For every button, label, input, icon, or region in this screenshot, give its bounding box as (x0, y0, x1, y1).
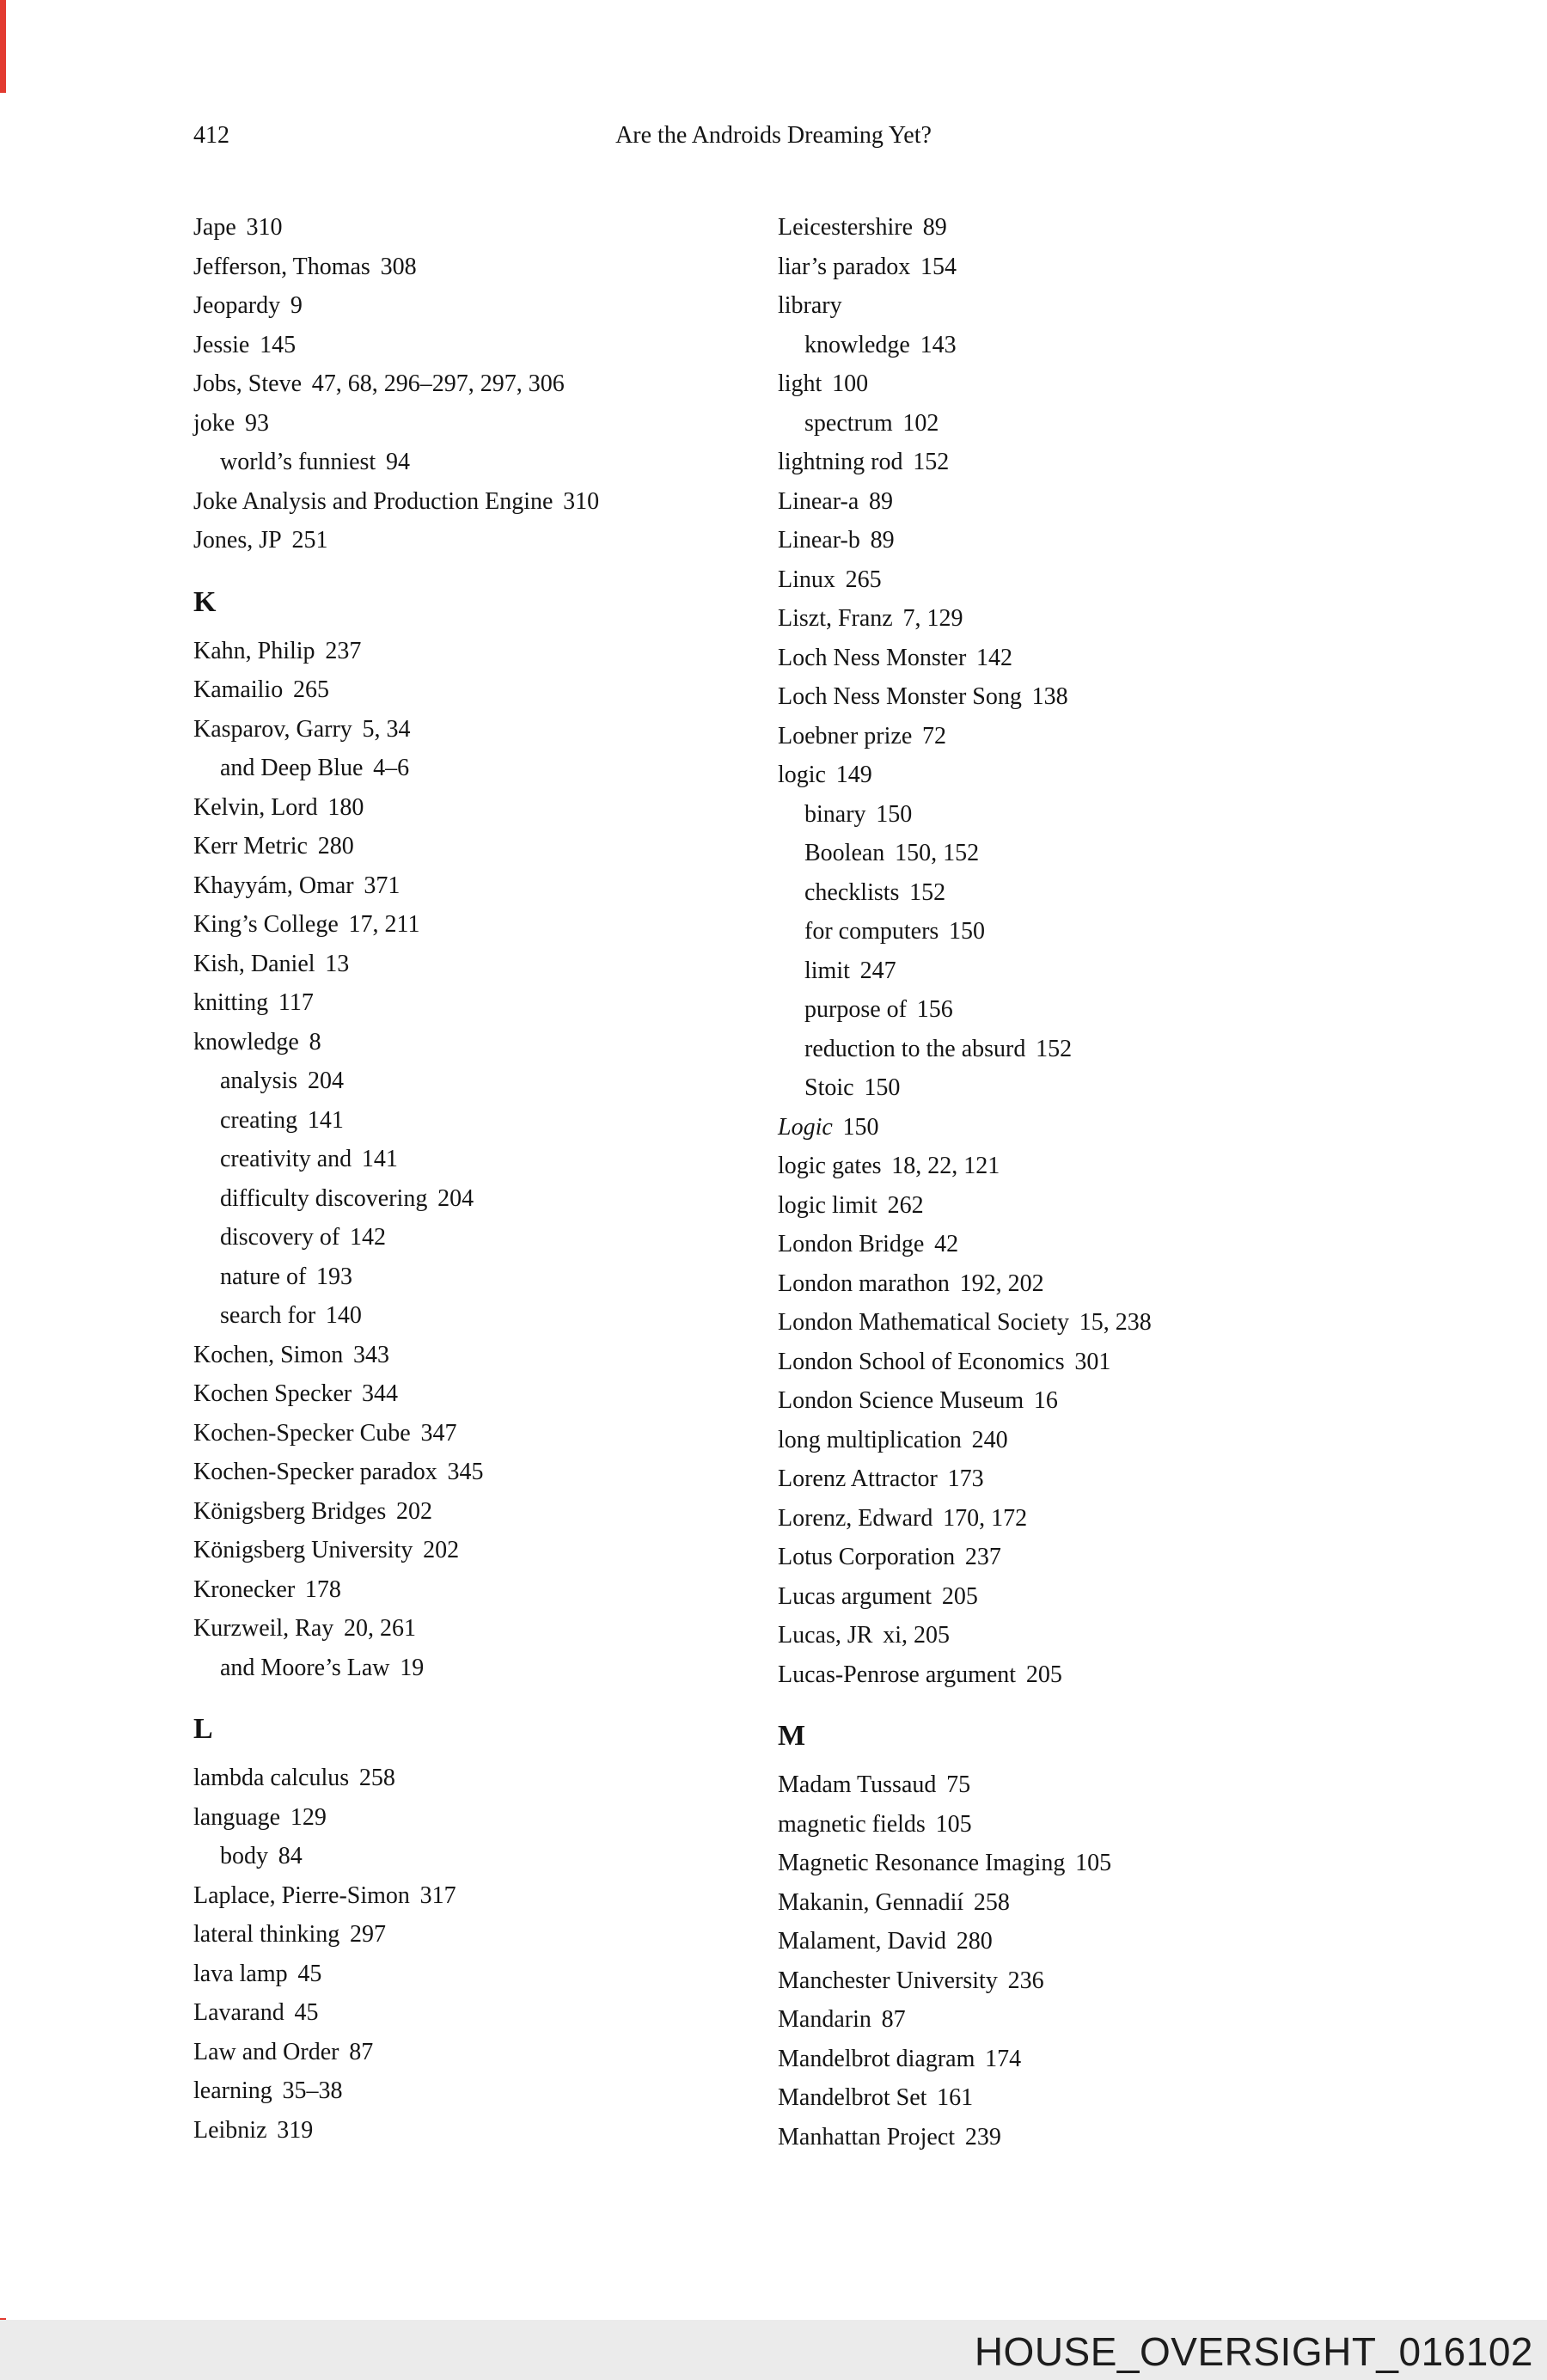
index-entry (193, 1570, 778, 1610)
index-entry-label: King’s College (193, 911, 339, 938)
index-entry-pages: 17, 211 (348, 911, 420, 938)
index-entry-pages: 154 (920, 253, 957, 280)
index-entry (193, 286, 778, 326)
index-entry-label: Königsberg University (193, 1537, 413, 1563)
index-entry-pages: 102 (902, 409, 939, 437)
page-number: 412 (193, 122, 229, 149)
index-entry-label: knitting (193, 989, 269, 1016)
index-entry-label: Kerr Metric (193, 833, 308, 860)
index-entry-pages: 317 (419, 1881, 456, 1909)
index-entry-pages: 152 (909, 878, 946, 906)
index-entry-pages: 265 (845, 566, 882, 593)
index-entry-pages: 251 (291, 527, 328, 554)
index-entry-pages: 344 (362, 1380, 399, 1407)
index-entry-label: Leicestershire (778, 214, 914, 241)
index-entry (778, 1303, 1444, 1343)
index-entry-label: Malament, David (778, 1928, 946, 1955)
index-entry-label: Kahn, Philip (193, 637, 315, 664)
index-entry (193, 1759, 778, 1798)
index-entry-pages: 129 (290, 1803, 327, 1831)
index-entry-pages: 239 (964, 2123, 1001, 2151)
index-entry (193, 1993, 778, 2033)
index-entry (778, 1459, 1444, 1499)
index-entry-label: magnetic fields (778, 1810, 926, 1838)
index-entry-pages: 180 (327, 793, 364, 821)
index-entry-pages: 141 (307, 1106, 344, 1134)
index-entry (193, 1023, 778, 1062)
index-entry-label: Lorenz Attractor (778, 1465, 938, 1492)
index-entry-pages: 205 (941, 1582, 978, 1610)
red-edge-mark-top (0, 0, 6, 93)
index-entry-pages: 42 (934, 1231, 959, 1257)
running-header: Are the Androids Dreaming Yet? (615, 122, 932, 149)
index-entry (778, 248, 1444, 287)
index-entry-pages: 152 (913, 449, 950, 475)
index-entry (193, 326, 778, 365)
index-entry-label: Jessie (193, 331, 250, 358)
index-entry-pages: 140 (325, 1302, 362, 1329)
index-entry (778, 912, 1444, 951)
index-entry (778, 873, 1444, 913)
index-entry (778, 1343, 1444, 1382)
index-entry-pages: 265 (292, 676, 329, 703)
index-entry-pages: 308 (380, 253, 417, 280)
section-heading: K (193, 585, 217, 618)
index-body (193, 208, 1444, 2157)
index-entry-pages: 20, 261 (344, 1615, 417, 1642)
index-entry-label: library (778, 292, 842, 319)
index-entry-pages: 152 (1036, 1035, 1073, 1062)
index-entry-pages: 16 (1033, 1387, 1058, 1414)
index-entry (778, 2118, 1444, 2157)
index-entry-label: logic limit (778, 1191, 877, 1219)
index-entry-label: London Mathematical Society (778, 1309, 1070, 1336)
index-entry (193, 1296, 778, 1336)
index-entry-pages: 19 (400, 1654, 425, 1681)
index-entry-pages: 13 (325, 950, 350, 977)
index-entry-label: limit (804, 957, 850, 984)
index-entry (193, 749, 778, 788)
index-entry (778, 1538, 1444, 1577)
index-entry-label: light (778, 370, 822, 397)
index-entry (193, 788, 778, 828)
index-entry-label: Kamailio (193, 676, 284, 703)
index-entry-pages: 8 (309, 1028, 321, 1055)
index-entry-pages: 93 (244, 409, 269, 437)
index-entry-label: London School of Economics (778, 1348, 1065, 1375)
index-entry-label: Laplace, Pierre-Simon (193, 1881, 410, 1909)
index-entry-pages: 150 (842, 1113, 879, 1141)
index-entry-label: Jones, JP (193, 527, 282, 554)
index-entry-label: Joke Analysis and Production Engine (193, 487, 553, 515)
index-entry-label: for computers (804, 918, 939, 945)
index-entry-pages: 237 (325, 637, 362, 664)
index-entry-label: and Deep Blue (220, 755, 364, 781)
index-entry-pages: 143 (920, 331, 957, 358)
index-entry-label: Stoic (804, 1074, 854, 1101)
index-entry-label: learning (193, 2077, 272, 2104)
index-entry-pages: 47, 68, 296–297, 297, 306 (311, 370, 565, 397)
index-entry (193, 905, 778, 945)
index-entry (193, 1218, 778, 1257)
index-entry-pages: 310 (246, 214, 283, 241)
index-entry-label: Jeopardy (193, 292, 281, 319)
index-entry-label: Kish, Daniel (193, 950, 315, 977)
index-entry-label: lava lamp (193, 1960, 288, 1987)
index-entry (778, 364, 1444, 404)
index-entry-pages: 280 (956, 1928, 993, 1955)
index-entry-pages: 258 (358, 1765, 395, 1791)
index-entry-label: binary (804, 800, 866, 828)
index-entry-pages: 7, 129 (902, 605, 963, 632)
index-entry-pages: 138 (1031, 683, 1068, 710)
index-entry-label: knowledge (804, 331, 910, 358)
index-entry (778, 326, 1444, 365)
index-entry-label: and Moore’s Law (220, 1654, 390, 1681)
index-entry-label: logic (778, 762, 826, 788)
index-entry (193, 945, 778, 984)
index-entry (193, 364, 778, 404)
index-entry-pages: 35–38 (282, 2077, 343, 2104)
index-entry (778, 2078, 1444, 2118)
index-entry-label: Kronecker (193, 1575, 296, 1603)
index-entry-pages: 15, 238 (1079, 1309, 1152, 1336)
index-entry (778, 1577, 1444, 1617)
index-entry (193, 2033, 778, 2072)
index-entry-label: purpose of (804, 996, 907, 1023)
index-entry (778, 1765, 1444, 1805)
index-entry-label: Mandarin (778, 2006, 871, 2033)
index-entry-label: Makanin, Gennadií (778, 1888, 964, 1916)
index-entry-label: discovery of (220, 1224, 340, 1251)
index-entry-pages: 192, 202 (959, 1270, 1044, 1297)
index-left-column (193, 208, 778, 2157)
index-entry-pages: 202 (423, 1537, 460, 1563)
index-entry-pages: 319 (277, 2116, 314, 2144)
index-entry (778, 482, 1444, 522)
index-entry-pages: 89 (870, 527, 895, 554)
index-entry-pages: 258 (973, 1888, 1010, 1916)
index-entry-label: Leibniz (193, 2116, 267, 2144)
index-entry (778, 1421, 1444, 1460)
index-entry-label: Lorenz, Edward (778, 1504, 933, 1532)
index-entry-pages: 150 (864, 1074, 901, 1101)
index-entry (193, 482, 778, 522)
index-entry (778, 677, 1444, 717)
index-entry-label: London Bridge (778, 1231, 925, 1257)
index-entry-label: world’s funniest (220, 449, 376, 475)
index-entry-label: Jefferson, Thomas (193, 253, 370, 280)
index-entry (778, 404, 1444, 444)
index-entry (193, 1140, 778, 1179)
index-entry-label: Kasparov, Garry (193, 715, 352, 743)
index-entry-label: Liszt, Franz (778, 605, 893, 632)
index-entry-label: lateral thinking (193, 1921, 340, 1948)
index-entry-label: knowledge (193, 1028, 299, 1055)
index-entry-pages: 170, 172 (943, 1504, 1028, 1532)
index-entry-pages: 9 (290, 292, 303, 319)
index-entry-pages: 141 (361, 1146, 398, 1172)
index-entry-label: language (193, 1803, 281, 1831)
index-entry (778, 1961, 1444, 2001)
index-entry-label: London Science Museum (778, 1387, 1024, 1414)
index-entry (193, 1336, 778, 1375)
index-entry (778, 1030, 1444, 1069)
index-entry-pages: 4–6 (373, 755, 410, 781)
index-entry-pages: 87 (881, 2006, 906, 2033)
index-entry (193, 710, 778, 749)
index-entry-label: Lucas argument (778, 1582, 932, 1610)
index-entry (193, 1649, 778, 1688)
index-entry-pages: 247 (859, 957, 896, 984)
index-entry-label: nature of (220, 1263, 307, 1290)
index-entry (778, 443, 1444, 482)
index-entry (778, 834, 1444, 873)
section-heading: M (778, 1720, 806, 1752)
index-entry-pages: 371 (364, 872, 401, 899)
index-entry-pages: 5, 34 (362, 715, 411, 743)
index-entry-pages: 347 (420, 1419, 457, 1447)
index-entry (778, 521, 1444, 560)
index-entry-label: Magnetic Resonance Imaging (778, 1850, 1066, 1876)
index-entry-label: Law and Order (193, 2038, 339, 2065)
index-entry (778, 795, 1444, 835)
index-entry (193, 1453, 778, 1492)
index-entry-label: Mandelbrot Set (778, 2084, 927, 2111)
index-entry-label: Loch Ness Monster Song (778, 683, 1022, 710)
index-entry (778, 1922, 1444, 1961)
index-entry (193, 866, 778, 906)
index-entry-label: Linear-a (778, 487, 859, 515)
index-entry-label: London marathon (778, 1270, 950, 1297)
index-entry-pages: 145 (260, 331, 297, 358)
index-entry-label: body (220, 1843, 268, 1869)
index-entry-label: spectrum (804, 409, 893, 437)
index-entry-pages: 89 (922, 214, 947, 241)
index-entry-pages: 117 (278, 989, 314, 1016)
index-entry-pages: 89 (869, 487, 894, 515)
index-entry (778, 1108, 1444, 1147)
index-entry-label: difficulty discovering (220, 1184, 428, 1212)
index-entry (778, 951, 1444, 991)
index-entry-label: Kurzweil, Ray (193, 1615, 334, 1642)
index-entry-pages: 178 (304, 1575, 341, 1603)
index-entry-pages: 150 (876, 800, 913, 828)
index-entry-label: Kochen Specker (193, 1380, 352, 1407)
index-entry (193, 1798, 778, 1838)
index-entry (193, 1414, 778, 1453)
index-entry-pages: 262 (887, 1191, 924, 1219)
index-entry-label: Kochen-Specker paradox (193, 1459, 437, 1485)
section-heading: L (193, 1713, 213, 1745)
index-entry-pages: 173 (947, 1465, 984, 1492)
index-entry (193, 1179, 778, 1219)
watermark: HOUSE_OVERSIGHT_016102 (974, 2329, 1533, 2374)
index-entry (778, 1499, 1444, 1539)
index-entry-label: Boolean (804, 840, 885, 866)
index-entry-pages: 297 (350, 1921, 387, 1948)
index-entry (193, 1062, 778, 1101)
index-entry (778, 208, 1444, 248)
index-entry-label: Königsberg Bridges (193, 1497, 387, 1525)
index-entry (778, 756, 1444, 795)
index-entry (193, 1876, 778, 1916)
index-entry (778, 1186, 1444, 1226)
index-entry-label: reduction to the absurd (804, 1035, 1026, 1062)
index-entry-label: Lucas, JR (778, 1622, 873, 1649)
index-entry (778, 1655, 1444, 1695)
index-entry-label: Mandelbrot diagram (778, 2045, 975, 2072)
index-entry (193, 670, 778, 710)
index-entry (778, 990, 1444, 1030)
index-entry-pages: 105 (935, 1810, 972, 1838)
index-entry-pages: 345 (447, 1459, 484, 1485)
index-entry-pages: 174 (985, 2045, 1022, 2072)
index-entry-label: Loch Ness Monster (778, 644, 967, 671)
index-entry-label: joke (193, 409, 235, 437)
index-entry-pages: 105 (1075, 1850, 1112, 1876)
index-entry (778, 717, 1444, 756)
index-entry-pages: 204 (437, 1184, 474, 1212)
index-entry-label: Lotus Corporation (778, 1544, 956, 1570)
index-entry-pages: 84 (278, 1843, 303, 1869)
index-entry-label: long multiplication (778, 1426, 962, 1453)
index-entry (778, 639, 1444, 678)
index-entry-label: Madam Tussaud (778, 1771, 937, 1798)
index-entry-pages: 205 (1025, 1661, 1062, 1688)
index-entry-pages: 100 (832, 370, 869, 397)
index-entry (778, 1264, 1444, 1304)
index-entry-label: Kelvin, Lord (193, 793, 318, 821)
index-entry-label: Kochen, Simon (193, 1341, 344, 1368)
index-entry-pages: 193 (316, 1263, 353, 1290)
index-entry (193, 1531, 778, 1570)
index-entry-label: Loebner prize (778, 722, 913, 749)
index-entry (778, 599, 1444, 639)
index-entry-pages: 343 (352, 1341, 389, 1368)
index-entry (193, 1915, 778, 1955)
index-entry (193, 521, 778, 560)
index-entry-pages: 236 (1007, 1967, 1044, 1994)
index-entry (193, 632, 778, 671)
index-entry (778, 1616, 1444, 1655)
index-entry-label: Lavarand (193, 1999, 284, 2026)
index-entry-pages: 94 (385, 449, 410, 475)
index-entry-pages: xi, 205 (883, 1622, 950, 1649)
index-entry-pages: 149 (835, 762, 872, 788)
index-entry (778, 560, 1444, 600)
index-entry-label: liar’s paradox (778, 253, 911, 280)
index-entry-pages: 150 (949, 918, 986, 945)
index-entry (778, 1805, 1444, 1845)
index-entry-label: Lucas-Penrose argument (778, 1661, 1017, 1688)
index-entry-label: logic gates (778, 1153, 882, 1179)
index-entry-pages: 45 (294, 1999, 319, 2026)
index-entry-pages: 156 (916, 996, 953, 1023)
index-entry (778, 1883, 1444, 1923)
index-entry (193, 1609, 778, 1649)
index-entry-label: creativity and (220, 1146, 352, 1172)
index-entry-label: lambda calculus (193, 1765, 350, 1791)
index-entry (193, 208, 778, 248)
index-entry (193, 1492, 778, 1532)
index-entry (778, 1147, 1444, 1186)
index-entry (778, 1844, 1444, 1883)
index-entry-pages: 142 (349, 1224, 386, 1251)
index-entry (193, 1837, 778, 1876)
index-entry-pages: 75 (946, 1771, 971, 1798)
index-entry-pages: 301 (1074, 1348, 1111, 1375)
index-entry (778, 2040, 1444, 2079)
index-entry-label: Jobs, Steve (193, 370, 302, 397)
index-entry (778, 1068, 1444, 1108)
index-entry (778, 1381, 1444, 1421)
index-entry-label: Manhattan Project (778, 2123, 956, 2151)
index-entry (778, 286, 1444, 326)
index-entry (193, 1955, 778, 1994)
index-entry (193, 983, 778, 1023)
index-entry-pages: 161 (937, 2084, 974, 2111)
index-entry-label: checklists (804, 878, 900, 906)
index-entry-pages: 240 (971, 1426, 1008, 1453)
index-entry-label: Linear-b (778, 527, 860, 554)
index-entry-label: Kochen-Specker Cube (193, 1419, 411, 1447)
index-entry (193, 2071, 778, 2111)
index-entry (778, 1225, 1444, 1264)
index-right-column (778, 208, 1444, 2157)
index-entry-pages: 142 (976, 644, 1013, 671)
index-entry-pages: 18, 22, 121 (891, 1153, 1000, 1179)
index-entry-label: creating (220, 1106, 298, 1134)
index-entry-label: Khayyám, Omar (193, 872, 354, 899)
index-entry-pages: 280 (317, 833, 354, 860)
index-entry-label: Linux (778, 566, 835, 593)
index-entry-pages: 72 (922, 722, 946, 749)
index-entry (193, 1257, 778, 1297)
index-entry-label: Manchester University (778, 1967, 998, 1994)
index-entry (193, 443, 778, 482)
index-entry (193, 1101, 778, 1141)
index-entry (193, 827, 778, 866)
index-entry-label: lightning rod (778, 449, 903, 475)
index-entry (193, 2111, 778, 2151)
index-entry-label: Logic (778, 1113, 833, 1141)
index-entry-pages: 87 (349, 2038, 374, 2065)
index-entry-pages: 202 (396, 1497, 432, 1525)
index-entry (193, 248, 778, 287)
index-entry (193, 1374, 778, 1414)
index-entry-label: analysis (220, 1068, 298, 1094)
index-entry (193, 404, 778, 444)
index-entry (778, 2000, 1444, 2040)
index-entry-pages: 45 (297, 1960, 322, 1987)
page-header (0, 119, 1547, 153)
index-entry-label: search for (220, 1302, 316, 1329)
index-entry-pages: 204 (307, 1068, 344, 1094)
index-entry-label: Jape (193, 214, 236, 241)
index-entry-pages: 310 (563, 487, 600, 515)
index-entry-pages: 150, 152 (895, 840, 980, 866)
index-entry-pages: 237 (964, 1544, 1001, 1570)
